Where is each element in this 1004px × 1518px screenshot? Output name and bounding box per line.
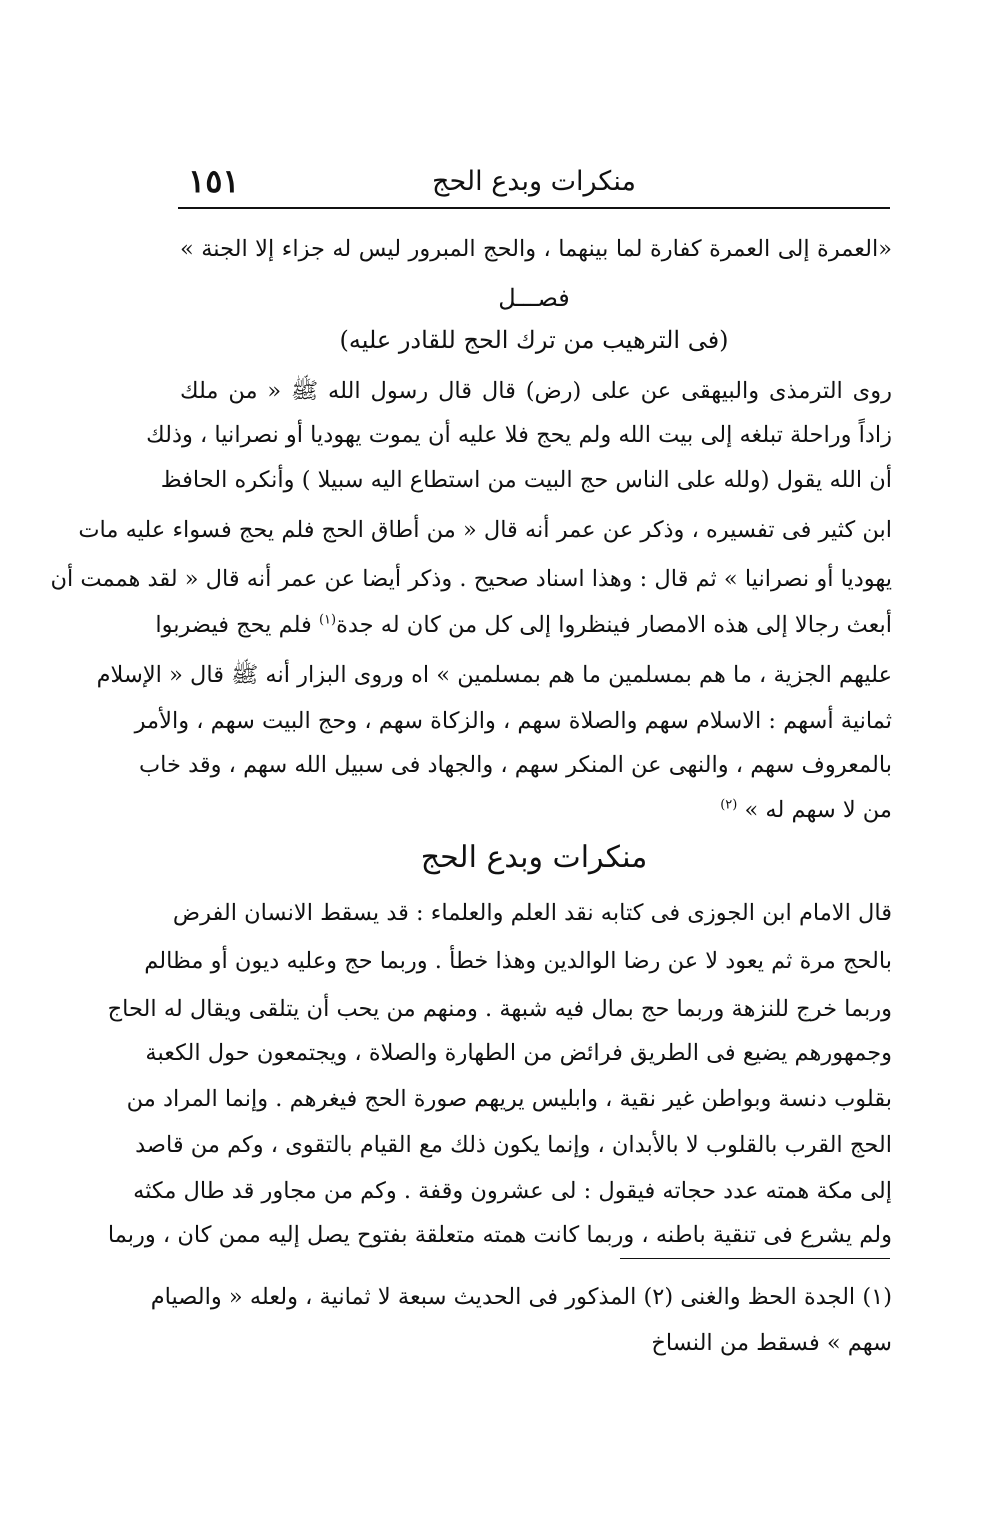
text-segment: أبعث رجالا إلى هذه الامصار فينظروا إلى كل من كان له جدة (336, 612, 892, 638)
text-line: بالمعروف سهم ، والنهى عن المنكر سهم ، والجهاد فى سبيل الله سهم ، وقد خاب (138, 752, 892, 778)
text-line: الحج القرب بالقلوب لا بالأبدان ، وإنما يكون ذلك مع القيام بالتقوى ، وكم من قاصد (135, 1132, 892, 1158)
page-header (178, 158, 890, 204)
footnote-divider (620, 1258, 890, 1259)
text-line: ثمانية أسهم : الاسلام سهم والصلاة سهم ، والزكاة سهم ، وحج البيت سهم ، والأمر (134, 708, 892, 734)
section-subheading: (فى الترهيب من ترك الحج للقادر عليه) (339, 326, 729, 354)
text-line: ولم يشرع فى تنقية باطنه ، وربما كانت همته متعلقة بفتوح يصل إليه ممن كان ، وربما (107, 1222, 892, 1248)
header-divider (178, 207, 890, 209)
text-segment: من لا سهم له » (744, 797, 892, 823)
text-line: زاداً وراحلة تبلغه إلى بيت الله ولم يحج فلا عليه أن يموت يهوديا أو نصرانيا ، وذلك (146, 422, 892, 448)
text-line: عليهم الجزية ، ما هم بمسلمين ما هم بمسلمين » اه وروى البزار أنه ﷺ قال « الإسلام (96, 662, 892, 688)
text-line: إلى مكة همته عدد حجاته فيقول : لى عشرون وقفة . وكم من مجاور قد طال مكثه (133, 1178, 892, 1204)
text-line: ابن كثير فى تفسيره ، وذكر عن عمر أنه قال « من أطاق الحج فلم يحج فسواء عليه مات (78, 517, 892, 543)
intro-line: «العمرة إلى العمرة كفارة لما بينهما ، والحج المبرور ليس له جزاء إلا الجنة » (180, 236, 892, 262)
running-title: منكرات وبدع الحج (432, 166, 636, 197)
footnote-line: (١) الجدة الحظ والغنى (٢) المذكور فى الحديث سبعة لا ثمانية ، ولعله « والصيام (150, 1284, 892, 1310)
footnote-line: سهم » فسقط من النساخ (651, 1330, 892, 1356)
text-line: يهوديا أو نصرانيا » ثم قال : وهذا اسناد صحيح . وذكر أيضا عن عمر أنه قال « لقد هممت أن (50, 566, 892, 592)
text-line: أن الله يقول (ولله على الناس حج البيت من استطاع اليه سبيلا ) وأنكره الحافظ (160, 467, 892, 493)
text-line-last (180, 797, 892, 824)
text-line: بالحج مرة ثم يعود لا عن رضا الوالدين وهذا خطأ . وربما حج وعليه ديون أو مظالم (144, 948, 892, 974)
text-line: بقلوب دنسة وبواطن غير نقية ، وابليس يريهم صورة الحج فيغرهم . وإنما المراد من (126, 1086, 892, 1112)
text-line: وربما خرج للنزهة وربما حج بمال فيه شبهة . ومنهم من يحب أن يتلقى ويقال له الحاج (107, 996, 892, 1022)
section-heading: فصـــل (498, 284, 570, 312)
text-line: قال الامام ابن الجوزى فى كتابه نقد العلم والعلماء : قد يسقط الانسان الفرض (172, 900, 892, 926)
text-line-with-footnote (155, 612, 892, 639)
text-line: وجمهورهم يضيع فى الطريق فرائض من الطهارة والصلاة ، ويجتمعون حول الكعبة (145, 1040, 892, 1066)
section2-heading: منكرات وبدع الحج (420, 840, 648, 875)
text-line: روى الترمذى والبيهقى عن على (رض) قال قال رسول الله ﷺ « من ملك (180, 378, 892, 404)
text-segment: فلم يحج فيضربوا (155, 612, 312, 638)
page-number: ١٥١ (188, 162, 240, 200)
footnote-marker: (٢) (720, 797, 738, 813)
footnote-marker: (١) (318, 612, 337, 628)
